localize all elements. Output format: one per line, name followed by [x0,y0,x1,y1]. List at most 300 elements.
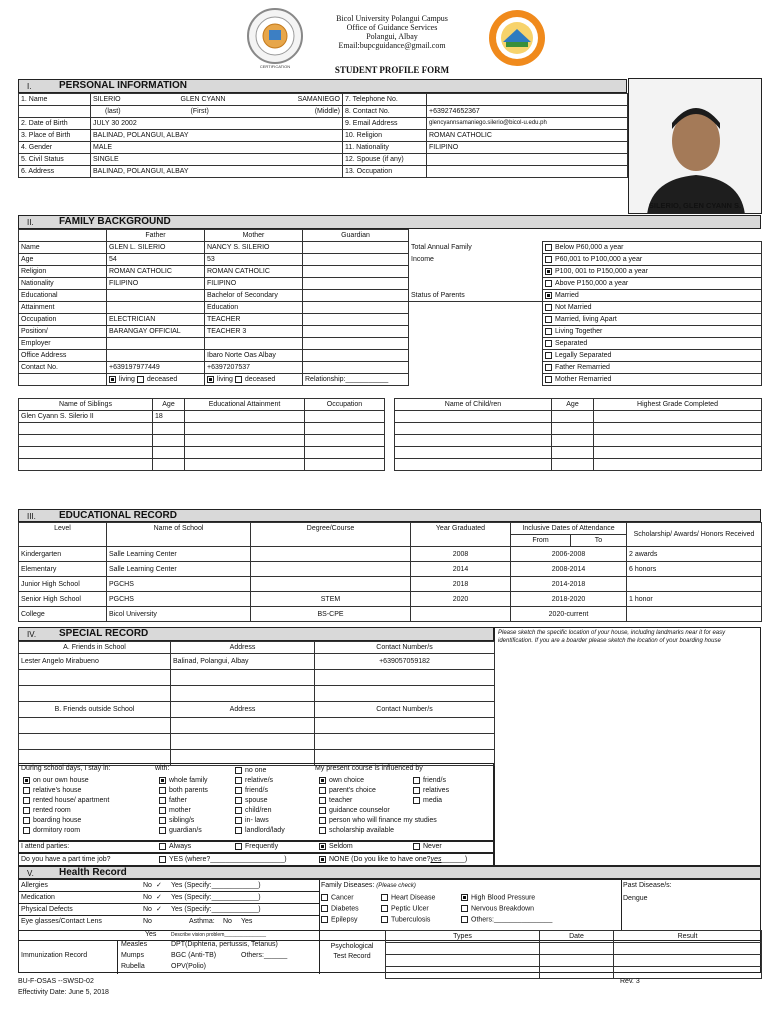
status-option-cell [543,374,762,386]
mother-value: Education [205,302,303,314]
health-row-label: Allergies [21,882,48,889]
father-value: FILIPINO [107,278,205,290]
mother-value: ROMAN CATHOLIC [205,266,303,278]
col-mother: Mother [205,230,303,242]
with-checkbox[interactable] [159,817,166,824]
status-option-cell [543,302,762,314]
immunization-item: Rubella [121,963,145,970]
label-address: 6. Address [19,166,91,178]
job-none-label: NONE (Do you like to have one? [329,856,431,863]
sibling-education [185,423,305,435]
income-option-checkbox[interactable] [545,280,552,287]
section-title: FAMILY BACKGROUND [59,216,171,227]
living-label: living [119,376,135,383]
health-no-label: No [143,906,152,913]
job-none-answer: yes [430,856,442,863]
family-row-label: Contact No. [19,362,107,374]
with-checkbox[interactable] [235,777,242,784]
status-option-cell [543,266,762,278]
health-block [18,879,761,973]
disease-label: Tuberculosis [391,916,431,924]
sibling-education [185,435,305,447]
with-label: landlord/lady [245,827,285,834]
father-value: BARANGAY OFFICIAL [107,326,205,338]
income-status-label [409,314,543,326]
check-mark-icon: ✓ [156,906,162,913]
never-checkbox[interactable] [413,843,420,850]
col-year: Year Graduated [411,523,511,547]
col-to: To [571,535,627,547]
seldom-checkbox[interactable] [319,843,326,850]
with-option [235,806,285,816]
with-checkbox[interactable] [159,827,166,834]
stay-label: rented room [33,807,71,814]
first-label: (First) [179,106,275,118]
sibling-age: 18 [153,411,185,423]
job-row [18,853,494,866]
psych-label: Psychological [330,943,374,950]
course-option [413,776,449,786]
student-photo [628,78,762,214]
form-title: STUDENT PROFILE FORM [334,65,450,75]
disease-checkbox[interactable] [461,894,468,901]
with-label: with: [155,765,170,772]
with-checkbox[interactable] [235,827,242,834]
photo-caption: SILERIO, GLEN CYANN S. [648,201,742,210]
family-table [18,229,409,386]
job-none-checkbox[interactable] [319,856,326,863]
course-label: relatives [423,787,450,794]
mother-value: NANCY S. SILERIO [205,242,303,254]
with-checkbox[interactable] [159,797,166,804]
parties-label: I attend parties: [21,843,70,850]
address-value: BALINAD, POLANGUI, ALBAY [91,166,343,178]
with-checkbox[interactable] [235,797,242,804]
disease-label: Heart Disease [391,894,436,902]
disease-checkbox[interactable] [461,916,468,923]
section-special-header [18,627,494,641]
job-label: Do you have a part time job? [21,856,111,863]
parent-status-option-checkbox[interactable] [545,328,552,335]
immunization-label: Immunization Record [21,952,88,959]
stay-label: on our own house [33,777,89,784]
stay-option [23,806,109,816]
section-family-header [18,215,761,229]
label-civil: 5. Civil Status [19,154,91,166]
with-label: sibling/s [169,817,195,824]
email-value: glencyannsamaniego.silerio@bicol-u.edu.ph [427,118,628,130]
course-label: parent's choice [329,787,376,794]
with-label: both parents [169,787,208,794]
frequently-checkbox[interactable] [235,843,242,850]
past-disease-label: Past Disease/s: [623,882,672,889]
section-title: PERSONAL INFORMATION [59,80,187,91]
income-status-label: Status of Parents [409,290,543,302]
col-contact: Contact Number/s [315,702,495,718]
edu-level: Kindergarten [19,547,107,562]
sibling-name [19,435,153,447]
parent-status-option-checkbox[interactable] [545,340,552,347]
section-education-header [18,509,761,522]
asthma-no-label: No [223,918,232,925]
stay-label: rented house/ apartment [33,797,110,804]
stay-checkbox[interactable] [23,817,30,824]
mother-value: TEACHER 3 [205,326,303,338]
edu-degree: STEM [251,592,411,607]
living-block [18,763,494,841]
mother-living-checkbox[interactable] [207,376,214,383]
edu-dates: 2006-2008 [511,547,627,562]
sibling-age [153,423,185,435]
label-telephone: 7. Telephone No. [343,94,427,106]
income-status-label [409,350,543,362]
col-address: Address [171,702,315,718]
child-name [395,447,552,459]
edu-school: Salle Learning Center [107,562,251,577]
sibling-col-header: Age [153,399,185,411]
parent-status-option-checkbox[interactable] [545,352,552,359]
disease-option [321,894,354,901]
disease-checkbox[interactable] [381,905,388,912]
occupation-value [427,166,628,178]
civil-value: SINGLE [91,154,343,166]
section-title: Health Record [59,867,127,878]
with-checkbox[interactable] [159,807,166,814]
status-option-cell [543,326,762,338]
disease-checkbox[interactable] [321,905,328,912]
parent-status-option-label: Married [555,292,579,299]
job-none-end: ______) [441,856,468,863]
sketch-instructions: Please sketch the specific location of your house, including landmarks near it for easy identification. If you are a boarder please sketch the location of your boarding house [498,630,726,644]
income-option-label: P100, 001 to P150,000 a year [555,268,649,275]
with-option [235,796,285,806]
family-row-label: Position/ [19,326,107,338]
edu-degree [251,562,411,577]
course-label: teacher [329,797,353,804]
past-disease-value: Dengue [623,895,648,902]
disease-label: Diabetes [331,905,359,913]
child-name [395,459,552,471]
income-option-checkbox[interactable] [545,244,552,251]
relationship-field: Relationship:___________ [303,374,409,386]
stay-label: boarding house [33,817,82,824]
col-guardian: Guardian [303,230,409,242]
father-value: ROMAN CATHOLIC [107,266,205,278]
edu-degree: BS-CPE [251,607,411,622]
section-number: II. [27,218,34,227]
col-from: From [511,535,571,547]
stay-option [23,796,109,806]
children-table [394,398,762,471]
status-option-cell [543,314,762,326]
course-checkbox[interactable] [319,807,326,814]
edu-dates: 2008-2014 [511,562,627,577]
parent-status-option-label: Married, living Apart [555,316,617,323]
first-name: GLEN CYANN [179,94,275,106]
father-living-checkbox[interactable] [109,376,116,383]
job-yes-label: YES (where?___________________) [169,856,287,863]
with-checkbox[interactable] [235,817,242,824]
edu-school: Salle Learning Center [107,547,251,562]
disease-option [461,894,535,901]
header-office: Office of Guidance Services [346,23,438,32]
income-option-checkbox[interactable] [545,256,552,263]
deceased-label: deceased [244,376,276,383]
with-checkbox[interactable] [159,777,166,784]
with-label: relative/s [245,777,274,784]
parent-status-option-label: Living Together [555,328,603,335]
never-label: Never [423,843,442,850]
vision-note: Describe vision problem_______________ [171,932,267,938]
health-no-label: No [143,918,152,925]
mother-value: +6397207537 [205,362,303,374]
sibling-occupation [305,459,385,471]
disease-label: Cancer [331,894,354,902]
col-date: Date [540,931,614,943]
parent-status-option-checkbox[interactable] [545,364,552,371]
middle-name: SAMANIEGO [275,94,343,106]
guardian-value [303,326,409,338]
course-option [319,806,437,816]
course-checkbox[interactable] [319,797,326,804]
stay-option [23,816,109,826]
status-option-cell [543,242,762,254]
income-status-label [409,338,543,350]
income-option-label: P60,001 to P100,000 a year [555,256,643,263]
course-option [413,786,449,796]
check-mark-icon: ✓ [156,882,162,889]
disease-option [461,916,552,923]
label-email: 9. Email Address [343,118,427,130]
parties-row [18,841,494,853]
disease-checkbox[interactable] [381,894,388,901]
course-checkbox[interactable] [413,777,420,784]
parent-status-option-checkbox[interactable] [545,376,552,383]
label-pob: 3. Place of Birth [19,130,91,142]
child-age [552,447,594,459]
religion-value: ROMAN CATHOLIC [427,130,628,142]
always-checkbox[interactable] [159,843,166,850]
job-yes-checkbox[interactable] [159,856,166,863]
father-value [107,350,205,362]
disease-checkbox[interactable] [321,894,328,901]
mother-status [205,374,303,386]
campus-seal-logo [488,9,546,67]
with-checkbox[interactable] [235,787,242,794]
edu-dates: 2014-2018 [511,577,627,592]
edu-dates: 2018-2020 [511,592,627,607]
child-age [552,411,594,423]
guardian-value [303,314,409,326]
course-checkbox[interactable] [319,777,326,784]
sibling-age [153,435,185,447]
status-option-cell [543,254,762,266]
course-option [319,816,437,826]
last-name: SILERIO [91,94,179,106]
mother-deceased-checkbox[interactable] [235,376,242,383]
mother-value: 53 [205,254,303,266]
with-checkbox[interactable] [235,767,242,774]
stay-option [23,826,109,836]
siblings-table [18,398,385,471]
income-status-label [409,302,543,314]
child-age [552,435,594,447]
father-value: +639197977449 [107,362,205,374]
label-spouse: 12. Spouse (if any) [343,154,427,166]
immunization-item: Measles [121,941,148,948]
disease-label: Epilepsy [331,916,358,924]
course-label: person who will finance my studies [329,817,437,824]
with-option [159,816,208,826]
income-option-checkbox[interactable] [545,268,552,275]
immunization-item: Mumps [121,952,144,959]
disease-label: Others:_______________ [471,916,553,924]
father-deceased-checkbox[interactable] [137,376,144,383]
course-checkbox[interactable] [413,787,420,794]
with-label: spouse [245,797,268,804]
guardian-value [303,362,409,374]
course-label: own choice [329,777,365,784]
sibling-occupation [305,411,385,423]
edu-school: PGCHS [107,577,251,592]
disease-checkbox[interactable] [321,916,328,923]
section-title: SPECIAL RECORD [59,628,149,639]
living-label: living [217,376,233,383]
disease-option [461,905,534,912]
course-option [413,796,449,806]
disease-checkbox[interactable] [381,916,388,923]
asthma-yes-label: Yes [241,918,253,925]
health-row [19,916,319,928]
parent-status-option-checkbox[interactable] [545,292,552,299]
child-name [395,435,552,447]
sibling-col-header: Name of Siblings [19,399,153,411]
section-number: V. [27,869,34,878]
sibling-occupation [305,435,385,447]
health-row-label: Physical Defects [21,906,73,913]
child-col-header: Highest Grade Completed [594,399,762,411]
status-option-cell [543,350,762,362]
guardian-value [303,242,409,254]
stay-checkbox[interactable] [23,827,30,834]
edu-level: College [19,607,107,622]
income-status-label [409,326,543,338]
with-checkbox[interactable] [159,787,166,794]
friend-name: Lester Angelo Mirabueno [19,654,171,670]
with-option [159,786,208,796]
edu-awards: 2 awards [627,547,762,562]
course-checkbox[interactable] [319,827,326,834]
health-row [19,904,319,916]
sibling-name [19,423,153,435]
course-label: media [423,797,443,804]
family-row-label: Office Address [19,350,107,362]
health-yes-label: Yes (Specify:____________) [171,894,261,901]
edu-year: 2018 [411,577,511,592]
label-gender: 4. Gender [19,142,91,154]
psych-label-2: Test Record [333,953,371,960]
dob-value: JULY 30 2002 [91,118,343,130]
income-status-table [408,241,762,386]
with-checkbox[interactable] [235,807,242,814]
parent-status-option-checkbox[interactable] [545,304,552,311]
guardian-value [303,254,409,266]
family-row-label: Religion [19,266,107,278]
family-diseases-label: Family Diseases: [321,882,375,889]
edu-year: 2020 [411,592,511,607]
header-university: Bicol University Polangui Campus [336,14,448,23]
stay-checkbox[interactable] [23,807,30,814]
course-label: guidance counselor [329,807,390,814]
with-option [159,806,208,816]
with-option [159,796,208,806]
stay-label: dormitory room [33,827,81,834]
revision: Rev. 3 [620,978,640,985]
father-value [107,338,205,350]
with-option [235,766,285,776]
nationality-value: FILIPINO [427,142,628,154]
sketch-box[interactable] [494,627,761,866]
parent-status-option-checkbox[interactable] [545,316,552,323]
stay-checkbox[interactable] [23,797,30,804]
label-occupation: 13. Occupation [343,166,427,178]
with-label: guardian/s [169,827,202,834]
course-checkbox[interactable] [319,817,326,824]
edu-year: 2014 [411,562,511,577]
family-row-label: Name [19,242,107,254]
contact-value: +639274652367 [427,106,628,118]
vision-yes-label: Yes [145,931,157,938]
edu-year [411,607,511,622]
income-status-label: Total Annual Family [409,242,543,254]
col-awards: Scholarship/ Awards/ Honors Received [627,523,762,547]
sibling-name [19,459,153,471]
health-no-label: No [143,882,152,889]
health-yes-label: Yes (Specify:____________) [171,906,261,913]
child-age [552,459,594,471]
col-types: Types [386,931,540,943]
label-religion: 10. Religion [343,130,427,142]
health-row-label: Eye glasses/Contact Lens [21,918,102,925]
col-father: Father [107,230,205,242]
section-number: I. [27,82,32,91]
disease-option [381,905,429,912]
disease-label: High Blood Pressure [471,894,536,902]
course-label: scholarship available [329,827,394,834]
stay-checkbox[interactable] [23,787,30,794]
spouse-value [427,154,628,166]
effectivity-date: Effectivity Date: June 5, 2018 [18,989,109,996]
edu-degree [251,577,411,592]
stay-checkbox[interactable] [23,777,30,784]
education-table [18,522,762,622]
header-location: Polangui, Albay [366,32,418,41]
disease-checkbox[interactable] [461,905,468,912]
header-email: Email:bupcguidance@gmail.com [338,41,446,50]
personal-table [18,93,628,178]
family-row-label: Attainment [19,302,107,314]
friend-address: Balinad, Polangui, Albay [171,654,315,670]
col-degree: Degree/Course [251,523,411,547]
sibling-name [19,447,153,459]
col-result: Result [614,931,762,943]
course-checkbox[interactable] [413,797,420,804]
disease-option [381,916,430,923]
guardian-value [303,278,409,290]
course-checkbox[interactable] [319,787,326,794]
friends-table [18,641,495,766]
last-label: (last) [91,106,179,118]
